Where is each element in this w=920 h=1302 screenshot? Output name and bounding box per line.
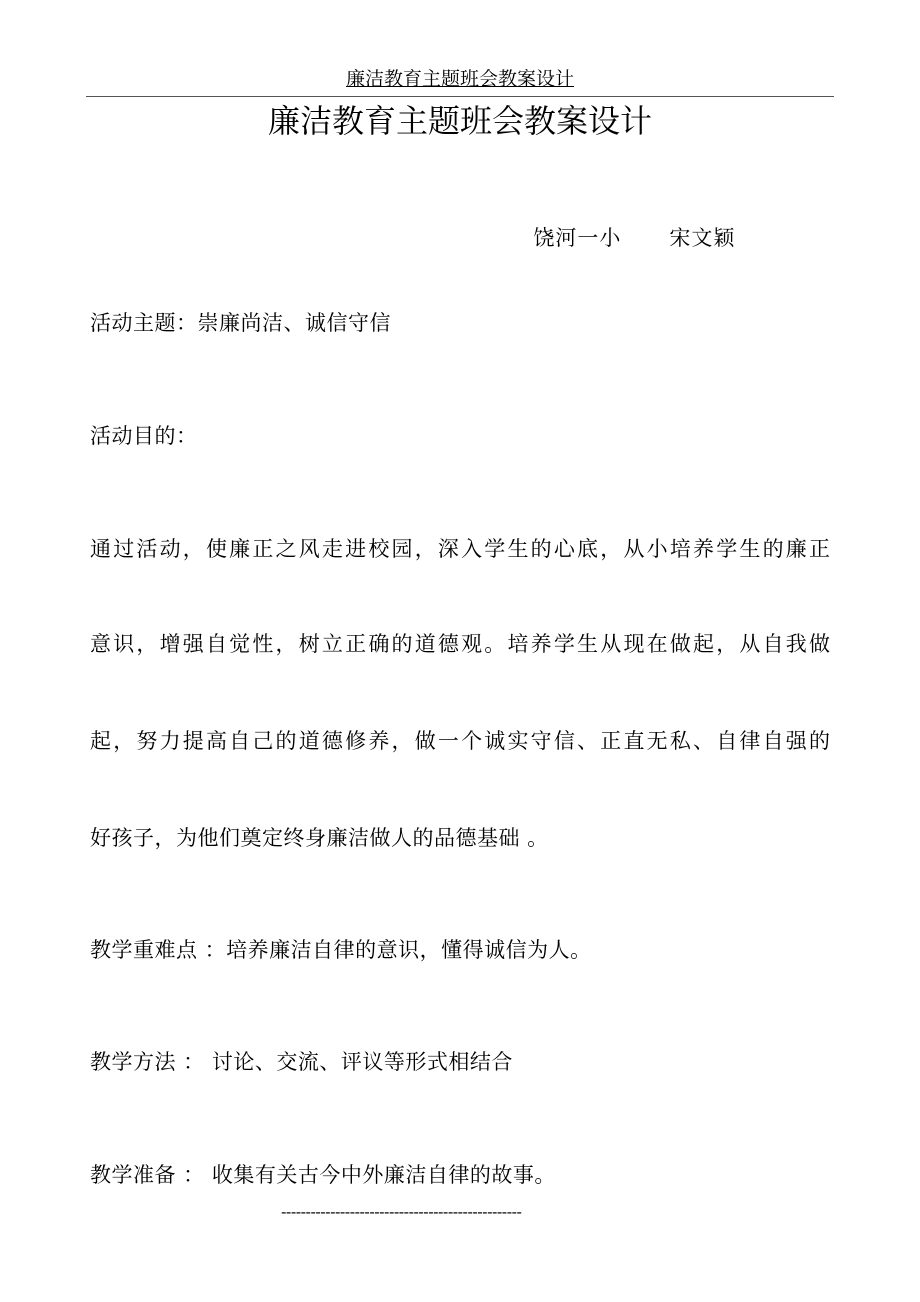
- teaching-key-points: 教学重难点 ：培养廉洁自律的意识，懂得诚信为人。: [90, 938, 592, 962]
- author-name: 宋文颖: [669, 226, 736, 250]
- author-line: [518, 196, 735, 252]
- footer-divider: -------------------------------------------------: [281, 1202, 522, 1221]
- document-title: 廉洁教育主题班会教案设计: [267, 102, 652, 140]
- teaching-preparation: 教学准备 ： 收集有关古今中外廉洁自律的故事。: [90, 1163, 556, 1187]
- goal-paragraph-line: 起，努力提高自己的道德修养，做一个诚实守信、正直无私、自律自强的: [90, 729, 830, 753]
- goal-paragraph-line: 好孩子，为他们奠定终身廉洁做人的品德基础 。: [90, 826, 549, 850]
- teaching-method: 教学方法 ： 讨论、交流、评议等形式相结合: [90, 1050, 513, 1074]
- goal-paragraph-line: 通过活动，使廉正之风走进校园，深入学生的心底，从小培养学生的廉正: [90, 537, 830, 561]
- running-header: 廉洁教育主题班会教案设计: [345, 68, 574, 90]
- activity-goal-label: 活动目的：: [90, 424, 198, 448]
- goal-paragraph-line: 意识，增强自觉性，树立正确的道德观。培养学生从现在做起，从自我做: [90, 632, 830, 656]
- author-school: 饶河一小: [533, 226, 622, 250]
- activity-theme: 活动主题：崇廉尚洁、诚信守信: [90, 311, 391, 335]
- header-rule: [86, 96, 834, 97]
